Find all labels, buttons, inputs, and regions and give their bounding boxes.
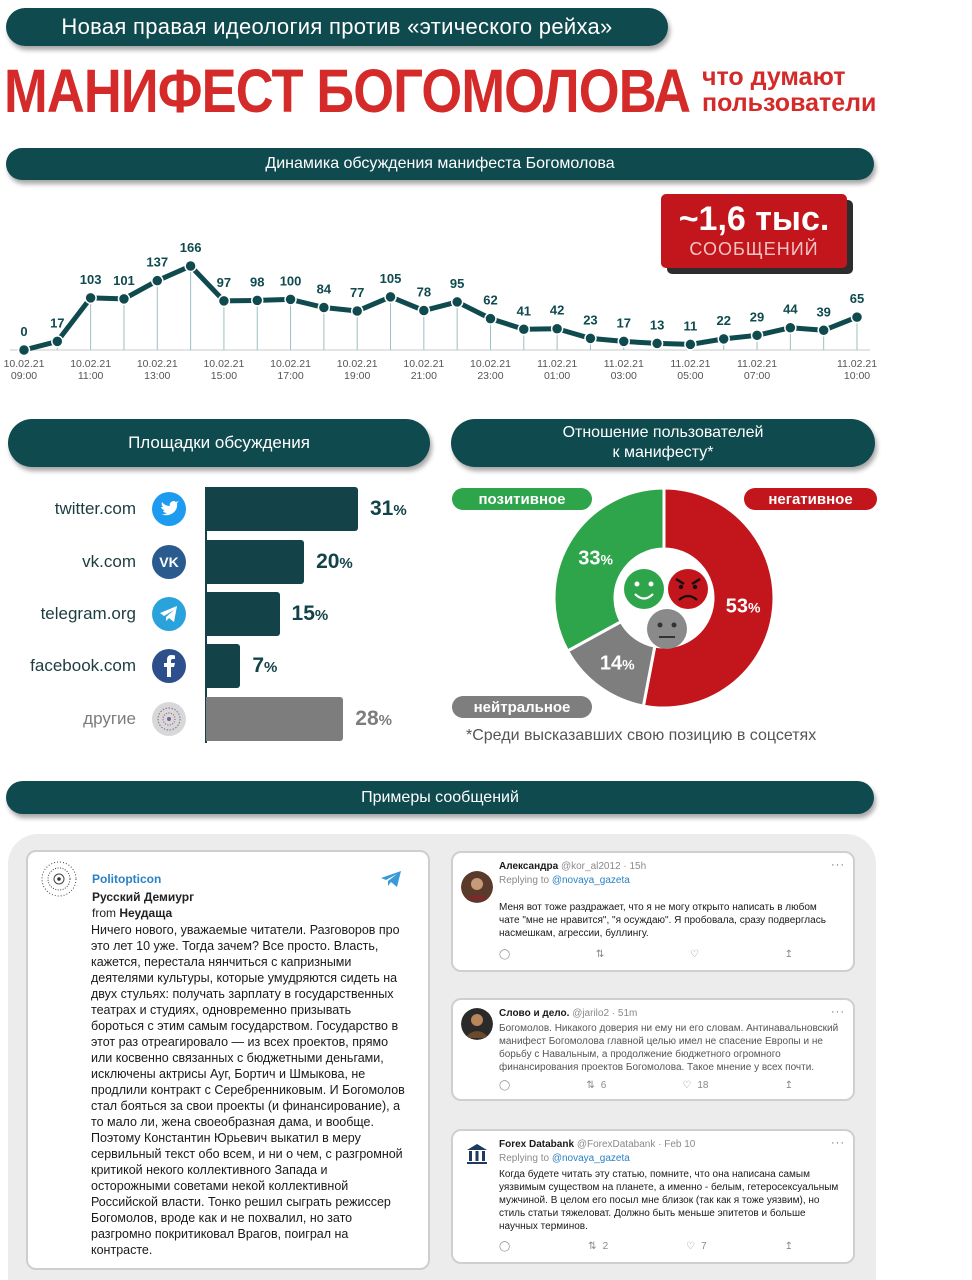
tweet-actions: [499, 949, 793, 960]
retweet-count: 2: [602, 1241, 609, 1252]
total-messages-badge: [661, 194, 847, 268]
data-point: [752, 330, 763, 341]
vk-icon: [152, 545, 186, 579]
x-tick-label: 10.02.21 21:00: [403, 358, 445, 382]
data-label: 137: [146, 254, 169, 270]
data-label: 97: [216, 274, 232, 290]
platform-bar: [206, 644, 240, 688]
data-label: 11: [683, 318, 698, 334]
telegram-post-card: [26, 850, 430, 1270]
data-point: [218, 295, 229, 306]
platform-bar: [206, 540, 304, 584]
platform-value: 28%: [355, 707, 392, 730]
retweet-icon[interactable]: ⇅: [595, 949, 605, 960]
tweet-card: [451, 851, 855, 972]
like-icon[interactable]: ♡: [689, 949, 699, 960]
x-tick-label: 10.02.21 15:00: [203, 358, 245, 382]
data-label: 100: [279, 273, 302, 289]
from-name: Неудаща: [119, 906, 173, 920]
data-point: [118, 293, 129, 304]
tweet-text: Богомолов. Никакого доверия ни ему ни его словам. Антинавальновский манифест Богомолова главной целью имел не спасение Европы и не борьбу с Навальным, а продолжение бюджетного огромного финансирования проектов Богомолова. Такое мнение у всех почти.: [499, 1023, 839, 1073]
platform-label: vk.com: [82, 552, 136, 571]
x-tick-label: 10.02.21 23:00: [470, 358, 511, 382]
forex-databank-logo-icon: [461, 1139, 493, 1171]
data-label: 84: [316, 281, 332, 297]
badge-value: ~1,6 тыс.: [678, 200, 830, 238]
tweet-card: [451, 998, 855, 1101]
data-label: 44: [783, 301, 798, 317]
tweet-text: Меня вот тоже раздражает, что я не могу открыто написать в любом чате "мне не нравится", "я осуждаю". Я пробовала, сразу подверглась насмешкам, агрессии, буллингу.: [499, 902, 826, 939]
data-label: 13: [649, 317, 665, 333]
x-tick-label: 10.02.21 13:00: [136, 358, 178, 382]
data-point: [252, 295, 263, 306]
data-label: 23: [583, 312, 598, 328]
data-label: 0: [20, 324, 28, 339]
like-button[interactable]: ♡ 18: [682, 1080, 709, 1091]
neutral-face-icon: [647, 609, 687, 649]
tweet-handle: @jarilo2 · 51m: [572, 1008, 638, 1019]
tweet-actions: [499, 1080, 793, 1091]
tweet-text: Когда будете читать эту статью, помните, что она написана самым уязвимым существом на планете, а именно - белым, гетеросексуальным мужчиной. В целом его посыл мне близок (так как я тоже уязвим), но стиль статьи тяжеловат. Должно быть меньше эпитетов и больше научных терминов.: [499, 1169, 839, 1232]
platform-bar: [206, 487, 358, 531]
x-tick-label: 11.02.21 10:00: [836, 358, 878, 382]
data-point: [19, 345, 30, 356]
x-tick-label: 10.02.21 17:00: [270, 358, 311, 382]
x-tick-label: 10.02.21 11:00: [70, 358, 112, 382]
svg-text:VK: VK: [159, 554, 179, 570]
platform-label: другие: [83, 709, 136, 728]
donut-label: 53%: [725, 595, 761, 618]
data-label: 41: [516, 303, 532, 319]
attitude-note: *Среди высказавших свою позицию в соцсетях: [466, 727, 817, 744]
tweet-card: [451, 1129, 855, 1264]
platform-value: 15%: [291, 602, 329, 625]
data-label: 101: [113, 272, 135, 288]
tweet-author[interactable]: Александра: [499, 861, 559, 872]
data-label: 95: [449, 275, 465, 291]
data-point: [385, 291, 396, 302]
donut-label: 33%: [578, 547, 613, 570]
globe-icon: [152, 702, 186, 736]
angry-face-icon: [668, 569, 708, 609]
data-label: 103: [79, 271, 102, 287]
dynamics-title: Динамика обсуждения манифеста Богомолова: [265, 155, 615, 172]
examples-title: Примеры сообщений: [361, 788, 519, 806]
data-label: 17: [50, 315, 65, 331]
top-banner: [6, 8, 668, 46]
page-subtitle: [702, 64, 876, 116]
data-point: [85, 292, 96, 303]
data-label: 62: [483, 292, 498, 308]
platform-label: twitter.com: [54, 499, 136, 518]
like-count: 7: [701, 1241, 707, 1252]
platform-value: 7%: [252, 654, 278, 677]
data-point: [52, 336, 63, 347]
platform-bar: [206, 697, 343, 741]
data-point: [185, 261, 196, 272]
data-point: [552, 323, 563, 334]
reply-prefix: Replying to: [499, 875, 550, 886]
data-point: [852, 312, 863, 323]
platform-label: facebook.com: [30, 656, 136, 675]
data-label: 98: [250, 274, 265, 290]
share-icon[interactable]: ↥: [784, 1241, 793, 1252]
x-tick-label: 10.02.21 19:00: [336, 358, 378, 382]
data-label: 166: [179, 240, 202, 255]
data-point: [585, 333, 596, 344]
twitter-icon: [152, 492, 186, 526]
reply-icon[interactable]: ◯: [499, 1080, 511, 1091]
attitude-title-line-2: к манифесту*: [612, 444, 714, 461]
tweet-actions: [499, 1241, 793, 1252]
retweet-button[interactable]: ⇅ 2: [588, 1241, 609, 1252]
telegram-channel-name[interactable]: Politopticon: [92, 872, 162, 886]
tweet-reply-to: [499, 1153, 630, 1164]
x-tick-label: 11.02.21 07:00: [736, 358, 778, 382]
data-point: [452, 296, 463, 307]
data-label: 77: [349, 285, 365, 301]
positive-tag: позитивное: [452, 488, 592, 510]
x-tick-label: 11.02.21 01:00: [537, 358, 578, 382]
tweet-handle: @kor_al2012 · 15h: [560, 861, 647, 872]
tweet-header: [499, 861, 646, 872]
data-point: [418, 305, 429, 316]
retweet-count: 6: [600, 1080, 607, 1091]
data-point: [285, 294, 296, 305]
reply-handle[interactable]: @novaya_gazeta: [551, 1153, 630, 1164]
badge-label: СООБЩЕНИЙ: [689, 239, 819, 259]
tweet-handle: @ForexDatabank · Feb 10: [576, 1139, 696, 1150]
platform-bar: [206, 592, 280, 636]
data-point: [485, 313, 496, 324]
data-point: [618, 336, 629, 347]
tweet-reply-to: [499, 875, 630, 886]
happy-face-icon: [624, 569, 664, 609]
data-label: 29: [749, 309, 765, 325]
retweet-button[interactable]: ⇅ 6: [586, 1080, 607, 1091]
telegram-post-text: Ничего нового, уважаемые читатели. Разговоров про это лет 10 уже. Тогда зачем? Все просто. Власть, кажется, перестала нянчиться с капризными деятелями культуры, которые умудряются сидеть на двух стульях: получать зарплату в государственных театрах и студиях, одновременно призывать бороться с этим самым государством. Государство в этот раз отреагировало — из всех проектов, прямо или косвенно связанных с бюджетными деньгами, исключены актрисы Ауг, Бортич и Шмыкова, не продлили контракт с Серебренниковым. И Богомолов стал бояться за свои проекты (и финансирование), а то мало ли, жена своеобразная дама, и вообще. Поэтому Константин Юрьевич выкатил в меру сервильный текст обо всем, и ни о чем, с разгромной критикой некого коллективного Запада и осторожными советами некой коллективной Российской власти. Тонко решил сыграть режиссер Богомолов, вроде как и не похвалил, но зато разгромно покритиковал Врагов, поиграл на контрасте.: [91, 923, 405, 1257]
platform-value: 31%: [370, 497, 407, 520]
dynamics-header: [6, 148, 874, 180]
reply-icon[interactable]: ◯: [499, 949, 511, 960]
like-button[interactable]: ♡ 7: [686, 1241, 707, 1252]
attitude-title-line-1: Отношение пользователей: [562, 424, 764, 441]
x-tick-label: 11.02.21 05:00: [670, 358, 711, 382]
platforms-title: Площадки обсуждения: [128, 433, 310, 452]
negative-tag: негативное: [744, 488, 877, 510]
data-label: 39: [816, 304, 831, 320]
attitude-donut-chart: [552, 486, 776, 710]
platform-label: telegram.org: [40, 604, 136, 623]
facebook-icon: [152, 649, 186, 683]
data-point: [318, 302, 329, 313]
like-count: 18: [697, 1080, 709, 1091]
data-label: 105: [379, 270, 402, 286]
telegram-author: Русский Демиург: [92, 890, 195, 904]
neutral-tag: нейтральное: [452, 696, 592, 718]
data-label: 22: [716, 312, 731, 328]
telegram-forwarded-from: [92, 906, 172, 920]
donut-label: 14%: [599, 652, 635, 675]
avatar: [461, 871, 493, 903]
tweet-author[interactable]: Слово и дело.: [499, 1008, 570, 1019]
data-point: [818, 325, 829, 336]
data-point: [352, 306, 363, 317]
tweet-header: [499, 1139, 695, 1150]
data-point: [685, 339, 696, 350]
data-point: [785, 322, 796, 333]
data-point: [152, 275, 163, 286]
tweet-author[interactable]: Forex Databank: [499, 1139, 575, 1150]
reply-icon[interactable]: ◯: [499, 1241, 511, 1252]
data-label: 78: [416, 284, 432, 300]
share-icon[interactable]: ↥: [784, 949, 793, 960]
subtitle-line-2: пользователи: [702, 89, 877, 117]
data-point: [652, 338, 663, 349]
tweet-header: [499, 1008, 637, 1019]
reply-prefix: Replying to: [499, 1153, 550, 1164]
data-point: [518, 324, 529, 335]
attitude-header: [451, 419, 875, 467]
data-label: 42: [549, 302, 565, 318]
more-options-icon[interactable]: ···: [831, 859, 845, 871]
x-tick-label: 10.02.21 09:00: [3, 358, 45, 382]
telegram-icon: [380, 870, 402, 888]
avatar: [461, 1008, 493, 1040]
platforms-header: [8, 419, 430, 467]
data-label: 17: [616, 315, 631, 331]
subtitle-line-1: что думают: [702, 63, 846, 91]
telegram-icon: [152, 597, 186, 631]
top-banner-text: Новая правая идеология против «этического рейха»: [61, 14, 613, 39]
reply-handle[interactable]: @novaya_gazeta: [551, 875, 630, 886]
share-icon[interactable]: ↥: [784, 1080, 793, 1091]
series-line: [24, 266, 857, 350]
from-prefix: from: [92, 906, 116, 920]
more-options-icon[interactable]: ···: [831, 1006, 845, 1018]
x-tick-label: 11.02.21 03:00: [603, 358, 644, 382]
politopticon-logo-icon: [40, 860, 78, 898]
more-options-icon[interactable]: ···: [831, 1137, 845, 1149]
examples-header: [6, 781, 874, 814]
platform-value: 20%: [316, 550, 353, 573]
data-label: 65: [849, 291, 865, 307]
data-point: [718, 333, 729, 344]
page-title: МАНИФЕСТ БОГОМОЛОВА: [4, 57, 691, 125]
